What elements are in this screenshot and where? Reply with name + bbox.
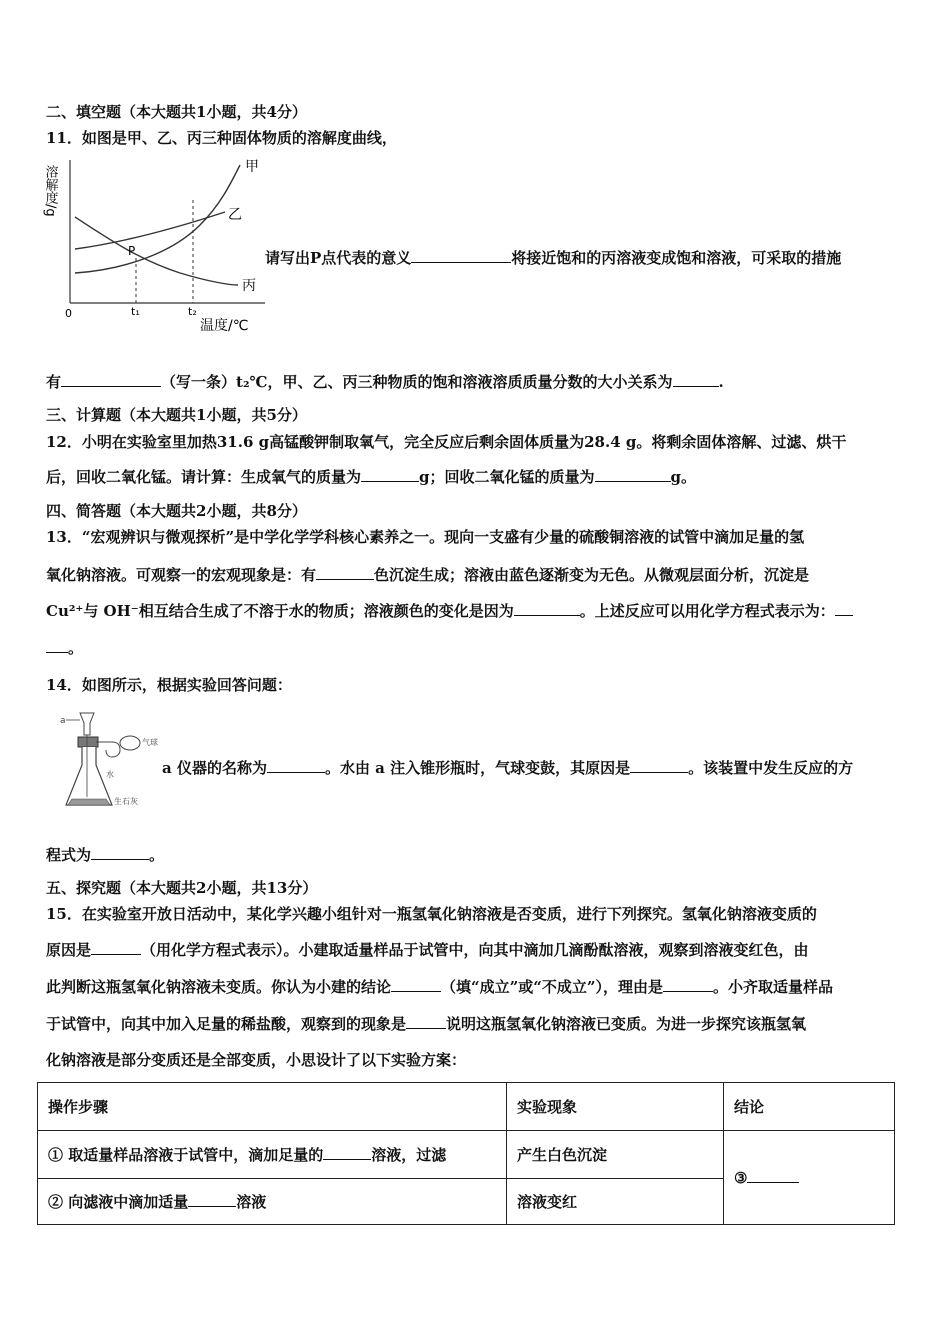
q15-line2 [46, 940, 809, 960]
q14-blank-3[interactable] [91, 845, 149, 860]
funnel-label-a: a [60, 716, 66, 726]
table-row [38, 1131, 895, 1179]
q15-line3-a: 此判断这瓶氢氧化钠溶液未变质。你认为小建的结论 [46, 978, 392, 996]
series-label-bing: 丙 [242, 278, 256, 294]
q13-line3-b: 。上述反应可以用化学方程式表示为： [579, 602, 835, 620]
q13-blank-3[interactable] [835, 601, 853, 616]
q15-blank-2[interactable] [391, 977, 441, 992]
row2-step-b: 溶液 [236, 1193, 267, 1211]
q15-line3-c: 。小齐取适量样品 [713, 978, 834, 996]
q14-part1: a 仪器的名称为 [162, 759, 267, 777]
q11-blank-2[interactable] [61, 372, 161, 387]
row2-step-a: ② 向滤液中滴加适量 [48, 1193, 189, 1211]
q13-line2-b: 色沉淀生成；溶液由蓝色逐渐变为无色。从微观层面分析，沉淀是 [374, 566, 810, 584]
q14-text-line2 [46, 845, 164, 865]
series-line-yi [75, 212, 225, 249]
q11-blank-1[interactable] [411, 248, 511, 263]
row2-blank[interactable] [188, 1192, 236, 1207]
q13-line4 [46, 638, 83, 658]
q11-part1: 请写出P点代表的意义 [265, 249, 412, 267]
q15-blank-1[interactable] [91, 940, 141, 955]
q15-line4-b: 说明这瓶氢氧化钠溶液已变质。为进一步探究该瓶氢氧 [446, 1015, 807, 1033]
q14-blank-2[interactable] [630, 758, 688, 773]
row1-step-b: 溶液，过滤 [371, 1146, 447, 1164]
q12-line2 [46, 467, 696, 487]
q11-part2: 将接近饱和的丙溶液变成饱和溶液，可采取的措施 [511, 249, 842, 267]
q13-line3-a: Cu²⁺与 OH⁻相互结合生成了不溶于水的物质；溶液颜色的变化是因为 [46, 602, 514, 620]
row1-step [38, 1131, 507, 1179]
q15-line5: 化钠溶液是部分变质还是全部变质，小思设计了以下实验方案： [46, 1051, 467, 1069]
row1-phenomenon: 产生白色沉淀 [507, 1131, 724, 1179]
q14-line2-a: 程式为 [46, 846, 92, 864]
tick-label-t2: t₂ [188, 305, 197, 318]
q11-stem: 11．如图是甲、乙、丙三种固体物质的溶解度曲线， [46, 129, 397, 147]
q15-blank-4[interactable] [406, 1014, 446, 1029]
header-step: 操作步骤 [38, 1083, 507, 1131]
q11-line2-a: 有 [46, 373, 62, 391]
q14-blank-1[interactable] [267, 758, 325, 773]
q15-blank-3[interactable] [663, 977, 713, 992]
solubility-chart [40, 155, 270, 335]
q12-line1: 12．小明在实验室里加热31.6 g高锰酸钾制取氧气，完全反应后剩余固体质量为28.4 g。将剩余固体溶解、过滤、烘干 [46, 433, 847, 451]
q13-blank-3-cont[interactable] [46, 638, 68, 653]
q12-line2-a: 后，回收二氧化锰。请计算：生成氧气的质量为 [46, 468, 362, 486]
header-conclusion: 结论 [724, 1083, 895, 1131]
q13-line2 [46, 565, 809, 585]
conclusion-mark: ③ [734, 1169, 748, 1187]
q14-line2-b: 。 [149, 846, 165, 864]
q13-blank-2[interactable] [514, 601, 580, 616]
section2-heading: 二、填空题（本大题共1小题，共4分） [46, 103, 307, 121]
q14-part2: 。水由 a 注入锥形瓶时，气球变鼓，其原因是 [324, 759, 631, 777]
balloon-icon [120, 736, 140, 750]
row1-blank[interactable] [323, 1145, 371, 1160]
q14-part3: 。该装置中发生反应的方 [688, 759, 854, 777]
experiment-table [37, 1082, 895, 1225]
row2-phenomenon: 溶液变红 [507, 1179, 724, 1225]
q13-blank-1[interactable] [316, 565, 374, 580]
header-phenomenon: 实验现象 [507, 1083, 724, 1131]
funnel-icon [80, 713, 94, 735]
tick-label-t1: t₁ [131, 305, 140, 318]
q13-line4-end: 。 [68, 639, 84, 657]
q13-line2-a: 氧化钠溶液。可观察一的宏观现象是：有 [46, 566, 317, 584]
series-line-jia [75, 165, 240, 273]
series-label-jia: 甲 [245, 159, 259, 175]
point-label-p: P [128, 244, 136, 258]
q15-line3-b: （填“成立”或“不成立”），理由是 [441, 978, 664, 996]
q12-blank-1[interactable] [361, 467, 419, 482]
q15-line4 [46, 1014, 806, 1034]
lime-label: 生石灰 [114, 797, 138, 806]
stopper-icon [78, 737, 98, 747]
balloon-label: 气球 [142, 738, 158, 747]
q11-line2-end: . [718, 373, 724, 391]
row1-step-a: ① 取适量样品溶液于试管中，滴加足量的 [48, 1146, 324, 1164]
y-axis-label: 溶解度/g [42, 165, 58, 217]
series-line-bing [75, 217, 238, 285]
q15-line3 [46, 977, 833, 997]
series-label-yi: 乙 [228, 207, 242, 223]
q11-text-line1 [265, 248, 841, 268]
x-axis-label: 温度/℃ [200, 318, 249, 334]
section3-heading: 三、计算题（本大题共1小题，共5分） [46, 406, 307, 424]
q13-line3 [46, 601, 853, 621]
q15-line1: 15．在实验室开放日活动中，某化学兴趣小组针对一瓶氢氧化钠溶液是否变质，进行下列探究。氢氧化钠溶液变质的 [46, 905, 817, 923]
q12-blank-2[interactable] [595, 467, 671, 482]
q15-line2-b: （用化学方程式表示）。小建取适量样品于试管中，向其中滴加几滴酚酞溶液，观察到溶液变红色，由 [141, 941, 809, 959]
conclusion-blank[interactable] [747, 1168, 799, 1183]
q15-line4-a: 于试管中，向其中加入足量的稀盐酸，观察到的现象是 [46, 1015, 407, 1033]
q11-text-line2 [46, 372, 724, 392]
origin-label: 0 [65, 307, 72, 320]
lime-solid [68, 799, 110, 805]
row2-step [38, 1179, 507, 1225]
q12-line2-b: g；回收二氧化锰的质量为 [419, 468, 595, 486]
q11-blank-3[interactable] [673, 372, 719, 387]
apparatus-figure [50, 705, 170, 815]
side-tube [96, 742, 120, 757]
table-header-row [38, 1083, 895, 1131]
section5-heading: 五、探究题（本大题共2小题，共13分） [46, 879, 318, 897]
q11-line2-b: （写一条）t₂℃，甲、乙、丙三种物质的饱和溶液溶质质量分数的大小关系为 [161, 373, 673, 391]
q14-stem: 14．如图所示，根据实验回答问题： [46, 676, 292, 694]
water-label: 水 [106, 770, 114, 779]
conclusion-cell [724, 1131, 895, 1225]
section4-heading: 四、简答题（本大题共2小题，共8分） [46, 502, 307, 520]
q12-line2-c: g。 [670, 468, 697, 486]
q14-text-line1 [162, 758, 853, 778]
q15-line2-a: 原因是 [46, 941, 92, 959]
q13-line1: 13．“宏观辨识与微观探析”是中学化学学科核心素养之一。现向一支盛有少量的硫酸铜溶液的试管中滴加足量的氢 [46, 528, 805, 546]
